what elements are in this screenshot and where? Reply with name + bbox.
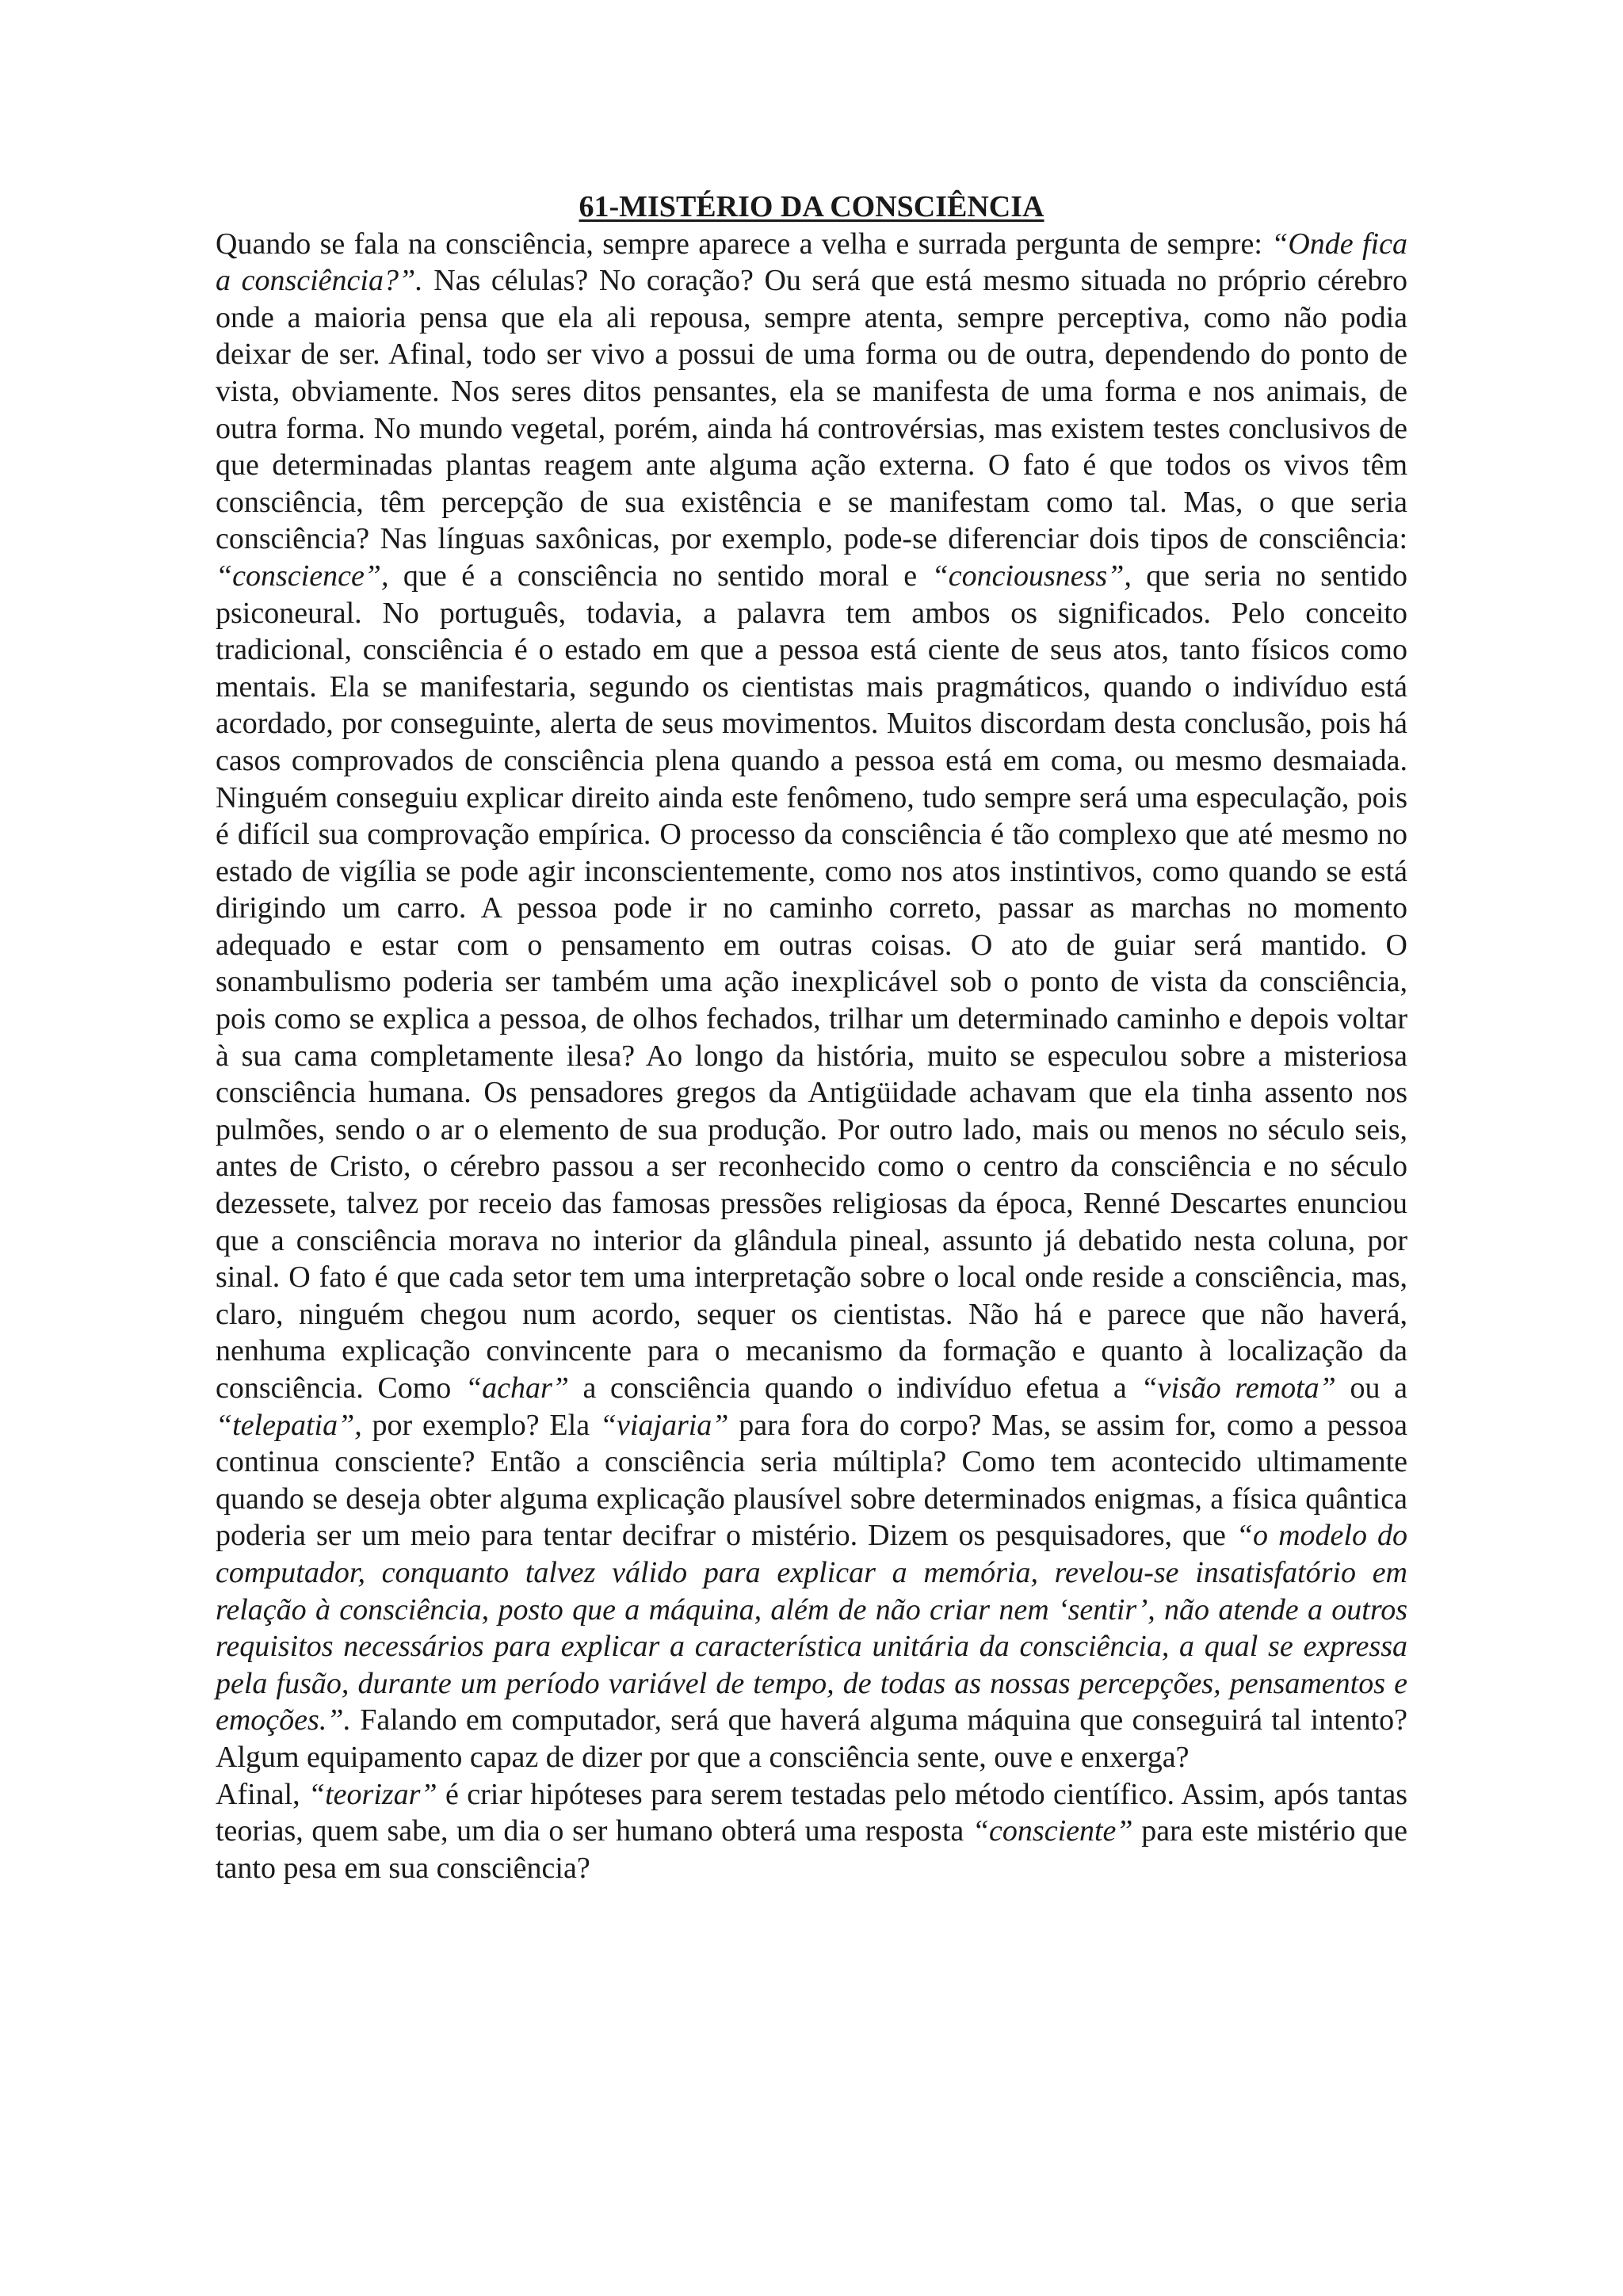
quoted-text-run: “conciousness”, — [931, 559, 1132, 593]
text-run: Quando se fala na consciência, sempre aparece a velha e surrada pergunta de sempre: — [216, 227, 1272, 261]
paragraph-1 — [216, 226, 1407, 1776]
text-run: ou a — [1335, 1371, 1408, 1405]
quoted-text-run: “o modelo do computador, conquanto talvez válido para explicar a memória, revelou-se insatisfatório em relação à consciência, posto que a máquina, além de não criar nem ‘sentir’, não atende a outros requisitos necessários para explicar a característica unitária da consciência, a qual se expressa pela fusão, durante um período variável de tempo, de todas as nossas percepções, pensamentos e emoções.”. — [216, 1519, 1407, 1737]
quoted-text-run: “consciente” — [972, 1814, 1133, 1848]
quoted-text-run: “visão remota” — [1140, 1371, 1336, 1405]
text-run: Falando em computador, será que haverá alguma máquina que conseguirá tal intento? Algum equipamento capaz de dizer por que a consciência sente, ouve e enxerga? — [216, 1703, 1407, 1774]
quoted-text-run: “conscience”, — [216, 559, 389, 593]
text-run: que seria no sentido psiconeural. No português, todavia, a palavra tem ambos os significados. Pelo conceito tradicional, consciência é o estado em que a pessoa está ciente de seus atos, tanto físicos como mentais. Ela se manifestaria, segundo os cientistas mais pragmáticos, quando o indivíduo está acordado, por conseguinte, alerta de seus movimentos. Muitos discordam desta conclusão, pois há casos comprovados de consciência plena quando a pessoa está em coma, ou mesmo desmaiada. Ninguém conseguiu explicar direito ainda este fenômeno, tudo sempre será uma especulação, pois é difícil sua comprovação empírica. O processo da consciência é tão complexo que até mesmo no estado de vigília se pode agir inconscientemente, como nos atos instintivos, como quando se está dirigindo um carro. A pessoa pode ir no caminho correto, passar as marchas no momento adequado e estar com o pensamento em outras coisas. O ato de guiar será mantido. O sonambulismo poderia ser também uma ação inexplicável sob o ponto de vista da consciência, pois como se explica a pessoa, de olhos fechados, trilhar um determinado caminho e depois voltar à sua cama completamente ilesa? Ao longo da história, muito se especulou sobre a misteriosa consciência humana. Os pensadores gregos da Antigüidade achavam que ela tinha assento nos pulmões, sendo o ar o elemento de sua produção. Por outro lado, mais ou menos no século seis, antes de Cristo, o cérebro passou a ser reconhecido como o centro da consciência e no século dezessete, talvez por receio das famosas pressões religiosas da época, Renné Descartes enunciou que a consciência morava no interior da glândula pineal, assunto já debatido nesta coluna, por sinal. O fato é que cada setor tem uma interpretação sobre o local onde reside a consciência, mas, claro, ninguém chegou num acordo, sequer os cientistas. Não há e parece que não haverá, nenhuma explicação convincente para o mecanismo da formação e quanto à localização da consciência. Como — [216, 559, 1408, 1405]
document-title: 61-MISTÉRIO DA CONSCIÊNCIA — [579, 190, 1044, 223]
document-page — [216, 189, 1407, 1886]
text-run: Afinal, — [216, 1777, 308, 1811]
paragraph-2 — [216, 1776, 1407, 1887]
quoted-text-run: “achar” — [464, 1371, 569, 1405]
quoted-text-run: “teorizar” — [307, 1777, 437, 1811]
quoted-text-run: “viajaria” — [599, 1408, 729, 1442]
text-run: que é a consciência no sentido moral e — [388, 559, 932, 593]
text-run: é criar hipóteses para serem testadas pelo método científico. Assim, após tantas teorias, quem sabe, um dia o ser humano obterá uma resposta — [216, 1777, 1407, 1848]
quoted-text-run: “Onde fica a consciência?”. — [216, 227, 1407, 298]
text-run: para este mistério que tanto pesa em sua consciência? — [216, 1814, 1408, 1885]
text-run: a consciência quando o indivíduo efetua a — [568, 1371, 1141, 1405]
text-run: por exemplo? Ela — [361, 1408, 600, 1442]
text-run: para fora do corpo? Mas, se assim for, como a pessoa continua consciente? Então a consciência seria múltipla? Como tem acontecido ultimamente quando se deseja obter alguma explicação plausível sobre determinados enigmas, a física quântica poderia ser um meio para tentar decifrar o mistério. Dizem os pesquisadores, que — [216, 1408, 1407, 1553]
text-run: Nas células? No coração? Ou será que está mesmo situada no próprio cérebro onde a maioria pensa que ela ali repousa, sempre atenta, sempre perceptiva, como não podia deixar de ser. Afinal, todo ser vivo a possui de uma forma ou de outra, dependendo do ponto de vista, obviamente. Nos seres ditos pensantes, ela se manifesta de uma forma e nos animais, de outra forma. No mundo vegetal, porém, ainda há controvérsias, mas existem testes conclusivos de que determinadas plantas reagem ante alguma ação externa. O fato é que todos os vivos têm consciência, têm percepção de sua existência e se manifestam como tal. Mas, o que seria consciência? Nas línguas saxônicas, por exemplo, pode-se diferenciar dois tipos de consciência: — [216, 264, 1407, 556]
quoted-text-run: “telepatia”, — [216, 1408, 362, 1442]
